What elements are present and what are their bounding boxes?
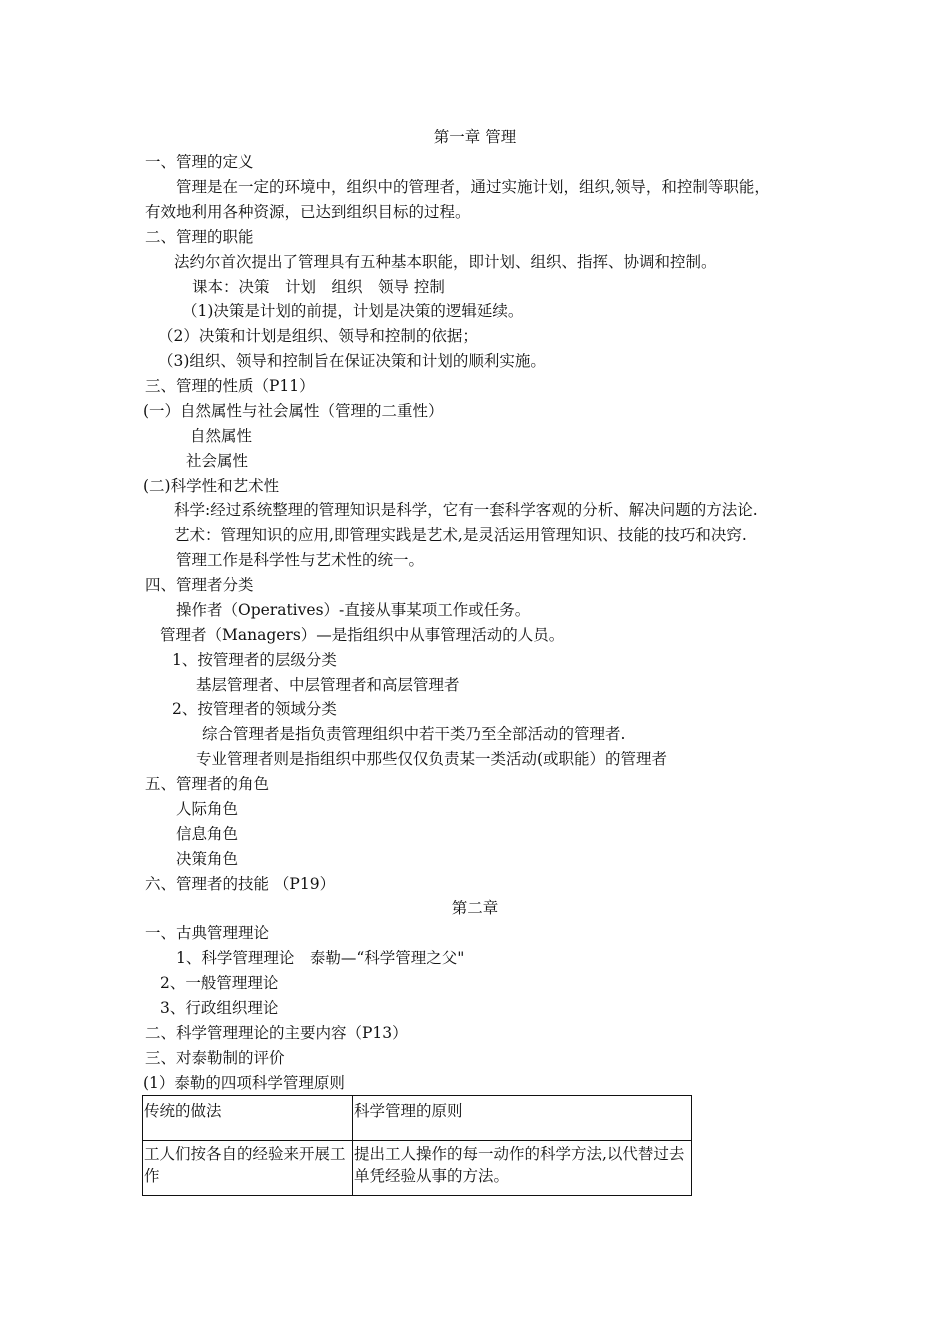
section-heading: 三、对泰勒制的评价 <box>145 1049 285 1067</box>
paragraph-line: 管理者（Managers）—是指组织中从事管理活动的人员。 <box>160 626 565 644</box>
section-heading: 二、管理的职能 <box>145 228 254 246</box>
paragraph-line: 有效地利用各种资源，已达到组织目标的过程。 <box>145 203 471 221</box>
paragraph-line: 课本：决策 计划 组织 领导 控制 <box>192 278 445 296</box>
table-row <box>143 1141 692 1196</box>
table-cell: 工人们按各自的经验来开展工作 <box>143 1141 353 1196</box>
table-header-cell: 科学管理的原则 <box>353 1096 692 1141</box>
list-item: 3、行政组织理论 <box>160 999 279 1017</box>
paragraph-line: 管理是在一定的环境中，组织中的管理者，通过实施计划，组织,领导，和控制等职能， <box>176 178 770 196</box>
table-header-cell: 传统的做法 <box>143 1096 353 1141</box>
chapter-2-title: 第二章 <box>451 899 499 917</box>
subsection-heading: (二)科学性和艺术性 <box>143 477 280 495</box>
paragraph-line: 法约尔首次提出了管理具有五种基本职能，即计划、组织、指挥、协调和控制。 <box>174 253 717 271</box>
subsection-heading: (1）泰勒的四项科学管理原则 <box>143 1074 345 1092</box>
paragraph-line: 科学:经过系统整理的管理知识是科学，它有一套科学客观的分析、解决问题的方法论. <box>174 501 758 519</box>
section-heading: 二、科学管理理论的主要内容（P13） <box>145 1024 408 1042</box>
list-item: 自然属性 <box>190 427 253 445</box>
list-item: （3)组织、领导和控制旨在保证决策和计划的顺利实施。 <box>158 352 546 370</box>
list-item: 1、按管理者的层级分类 <box>172 651 337 669</box>
section-heading: 五、管理者的角色 <box>145 775 270 793</box>
paragraph-line: 专业管理者则是指组织中那些仅仅负责某一类活动(或职能）的管理者 <box>196 750 668 768</box>
list-item: 1、科学管理理论 泰勒—“科学管理之父" <box>176 949 465 967</box>
list-item: （1)决策是计划的前提，计划是决策的逻辑延续。 <box>182 302 524 320</box>
list-item: 2、一般管理理论 <box>160 974 279 992</box>
list-item: 决策角色 <box>176 850 239 868</box>
paragraph-line: 艺术：管理知识的应用,即管理实践是艺术,是灵活运用管理知识、技能的技巧和决窍. <box>174 526 747 544</box>
section-heading: 一、管理的定义 <box>145 153 254 171</box>
chapter-1-title: 第一章 管理 <box>433 128 517 146</box>
section-heading: 六、管理者的技能 （P19） <box>145 875 336 893</box>
paragraph-line: 基层管理者、中层管理者和高层管理者 <box>196 676 460 694</box>
list-item: 信息角色 <box>176 825 239 843</box>
subsection-heading: (一）自然属性与社会属性（管理的二重性） <box>143 402 444 420</box>
section-heading: 一、古典管理理论 <box>145 924 270 942</box>
paragraph-line: 操作者（Operatives）-直接从事某项工作或任务。 <box>176 601 531 619</box>
paragraph-line: 综合管理者是指负责管理组织中若干类乃至全部活动的管理者. <box>202 725 626 743</box>
list-item: 人际角色 <box>176 800 239 818</box>
section-heading: 三、管理的性质（P11） <box>145 377 315 395</box>
table-cell: 提出工人操作的每一动作的科学方法,以代替过去单凭经验从事的方法。 <box>353 1141 692 1196</box>
section-heading: 四、管理者分类 <box>145 576 254 594</box>
list-item: 2、按管理者的领域分类 <box>172 700 337 718</box>
principles-table <box>142 1095 692 1196</box>
list-item: 社会属性 <box>186 452 249 470</box>
paragraph-line: 管理工作是科学性与艺术性的统一。 <box>176 551 425 569</box>
list-item: （2）决策和计划是组织、领导和控制的依据； <box>158 327 478 345</box>
table-header-row <box>143 1096 692 1141</box>
